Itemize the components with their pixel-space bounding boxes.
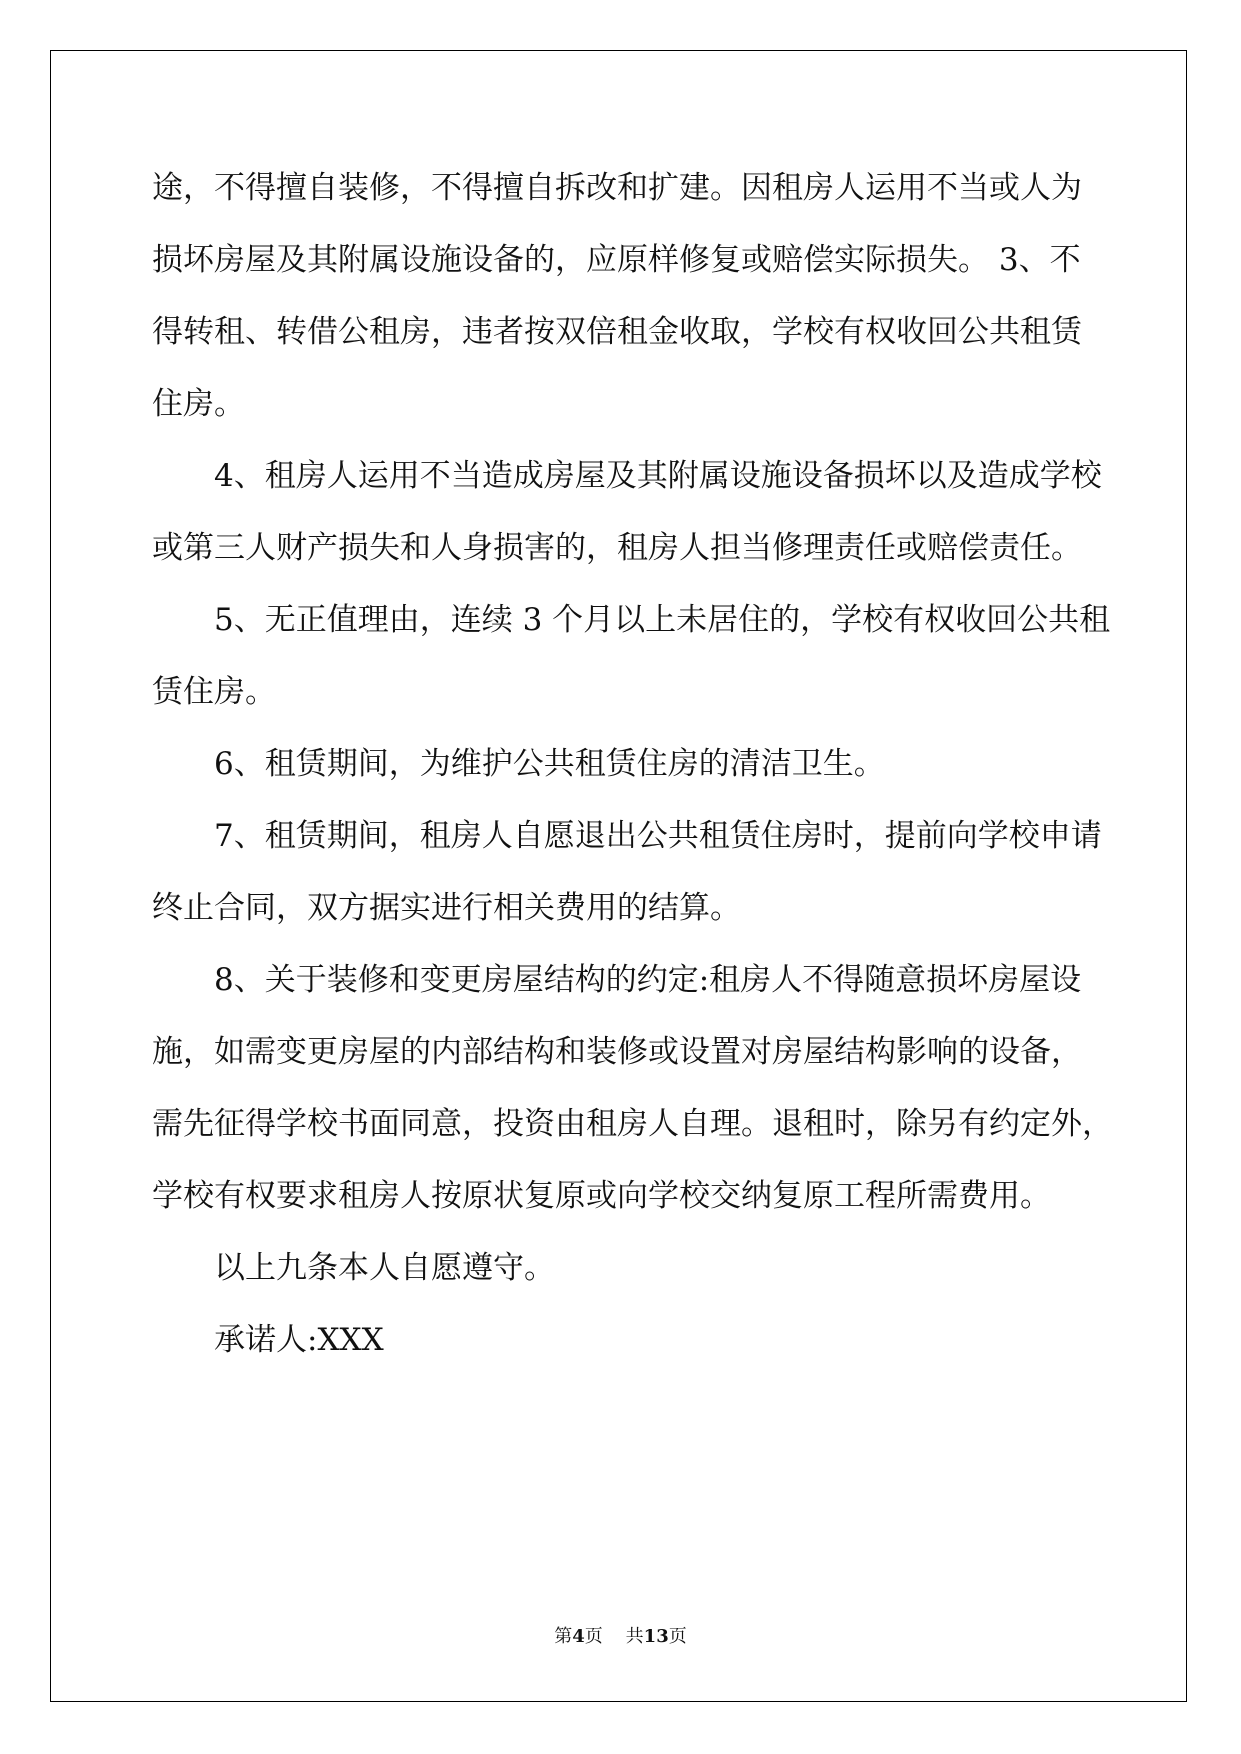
page-footer — [0, 1622, 1241, 1648]
body-line: 住房。 — [152, 386, 245, 422]
paragraph-item-6: 6、租赁期间，为维护公共租赁住房的清洁卫生。 — [214, 746, 885, 782]
body-line: 得转租、转借公租房，违者按双倍租金收取，学校有权收回公共租赁 — [152, 314, 1082, 350]
paragraph-item-4: 4、租房人运用不当造成房屋及其附属设施设备损坏以及造成学校 — [214, 458, 1102, 494]
total-pages: 13 — [643, 1626, 669, 1647]
total-suffix: 页 — [668, 1626, 687, 1647]
signatory-line: 承诺人:XXX — [214, 1322, 384, 1358]
closing-statement: 以上九条本人自愿遵守。 — [214, 1250, 555, 1286]
body-line: 赁住房。 — [152, 674, 276, 710]
body-line: 途，不得擅自装修，不得擅自拆改和扩建。因租房人运用不当或人为 — [152, 170, 1082, 206]
page-border — [50, 50, 1187, 1702]
body-line: 需先征得学校书面同意，投资由租房人自理。退租时，除另有约定外， — [152, 1106, 1113, 1142]
page-prefix: 第 — [554, 1626, 573, 1647]
body-line: 或第三人财产损失和人身损害的，租房人担当修理责任或赔偿责任。 — [152, 530, 1082, 566]
body-line: 终止合同，双方据实进行相关费用的结算。 — [152, 890, 741, 926]
body-line: 损坏房屋及其附属设施设备的，应原样修复或赔偿实际损失。 3、不 — [152, 242, 1081, 278]
paragraph-item-8: 8、关于装修和变更房屋结构的约定:租房人不得随意损坏房屋设 — [214, 962, 1082, 998]
body-line: 学校有权要求租房人按原状复原或向学校交纳复原工程所需费用。 — [152, 1178, 1051, 1214]
page-number: 4 — [572, 1626, 585, 1647]
page-suffix: 页 — [584, 1626, 603, 1647]
paragraph-item-5: 5、无正值理由，连续 3 个月以上未居住的，学校有权收回公共租 — [214, 602, 1111, 638]
total-prefix: 共 — [625, 1626, 644, 1647]
paragraph-item-7: 7、租赁期间，租房人自愿退出公共租赁住房时，提前向学校申请 — [214, 818, 1102, 854]
body-line: 施，如需变更房屋的内部结构和装修或设置对房屋结构影响的设备， — [152, 1034, 1082, 1070]
